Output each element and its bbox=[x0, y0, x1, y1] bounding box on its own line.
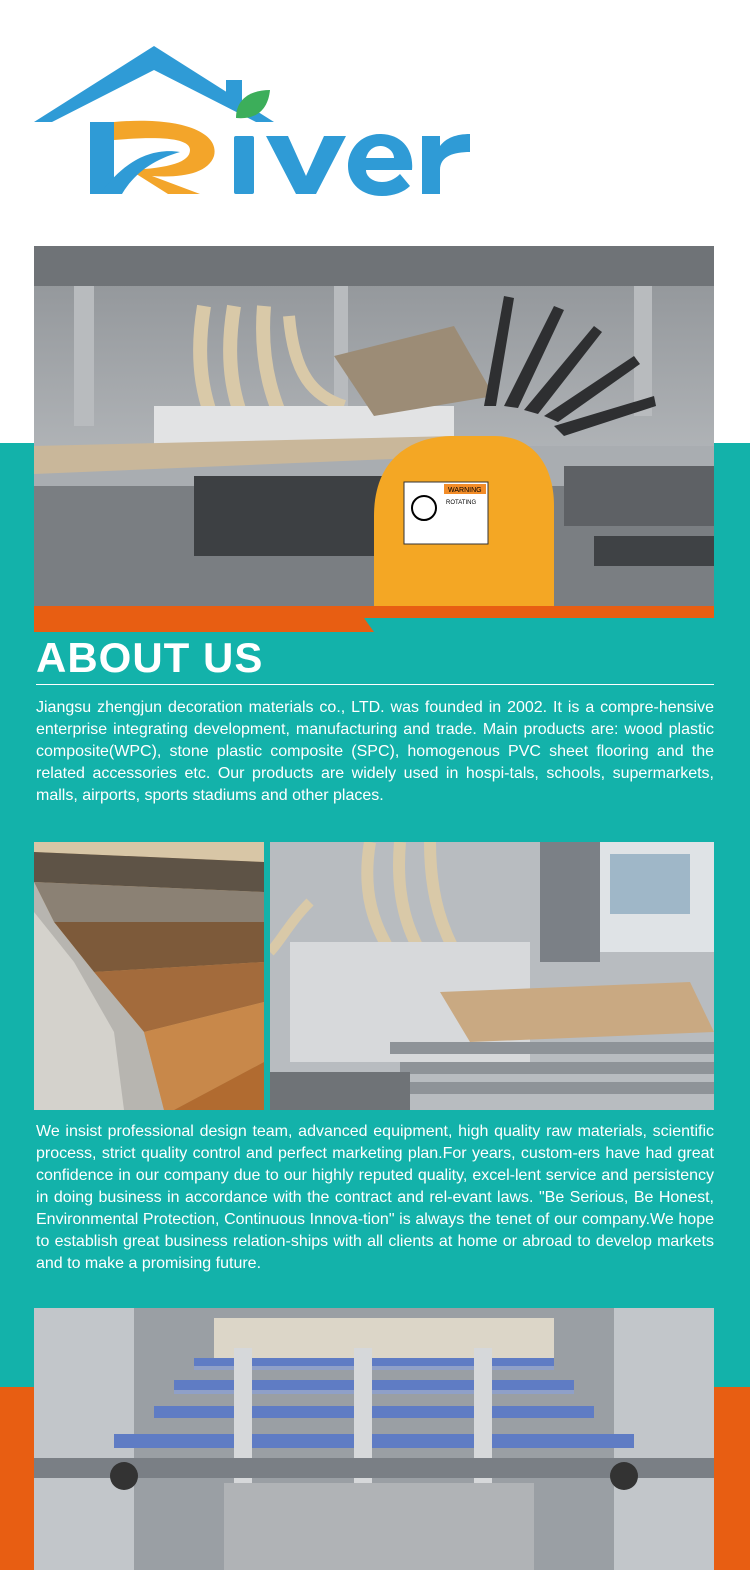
about-us-title: ABOUT US bbox=[36, 634, 264, 681]
letter-r bbox=[422, 134, 470, 194]
flooring-planks-photo bbox=[34, 842, 264, 1110]
letter-i bbox=[234, 136, 254, 194]
about-paragraph-2: We insist professional design team, advanced equipment, high quality raw materials, scientific process, strict quality control and perfect marketing plan.For years, custom-ers have had great confidence in our company due to our highly reputed quality, excel-lent service and persistency in doing business in accordance with the contract and rel-evant laws. "Be Serious, Be Honest, Environmental Protection, Continuous Innova-tion" is always the tenet of our company.We hope to establish great business relation-ships with all clients at home or abroad to develop markets and to make a promising future. bbox=[36, 1123, 714, 1272]
letter-v bbox=[266, 136, 346, 194]
bottom-white-strip bbox=[0, 1570, 750, 1595]
title-divider bbox=[36, 684, 714, 685]
river-logo bbox=[30, 40, 480, 210]
about-paragraph-1: Jiangsu zhengjun decoration materials co., LTD. was founded in 2002. It is a compre-hensive enterprise integrating development, manufacturing and trade. Main products are: wood plastic composite(WPC), stone plastic composite (SPC), homogenous PVC sheet flooring and the related accessories etc. Our products are widely used in hospi-tals, schools, supermarkets, malls, airports, sports stadiums and other places. bbox=[36, 699, 714, 804]
river-logo-graphic bbox=[30, 40, 480, 210]
hero-orange-bar bbox=[34, 606, 714, 632]
orange-bar-shape bbox=[34, 606, 714, 632]
chimney-shape bbox=[226, 80, 242, 106]
production-line-illustration bbox=[270, 842, 714, 1110]
flooring-planks-illustration bbox=[34, 842, 264, 1110]
letter-e bbox=[348, 134, 412, 196]
rotating-label: ROTATING bbox=[446, 500, 477, 506]
cutting-rollers-illustration bbox=[34, 1308, 714, 1570]
warning-label: WARNING bbox=[448, 487, 482, 494]
cutting-rollers-photo bbox=[34, 1308, 714, 1570]
factory-machine-illustration bbox=[34, 246, 714, 606]
production-line-photo bbox=[270, 842, 714, 1110]
hero-factory-photo bbox=[34, 246, 714, 606]
